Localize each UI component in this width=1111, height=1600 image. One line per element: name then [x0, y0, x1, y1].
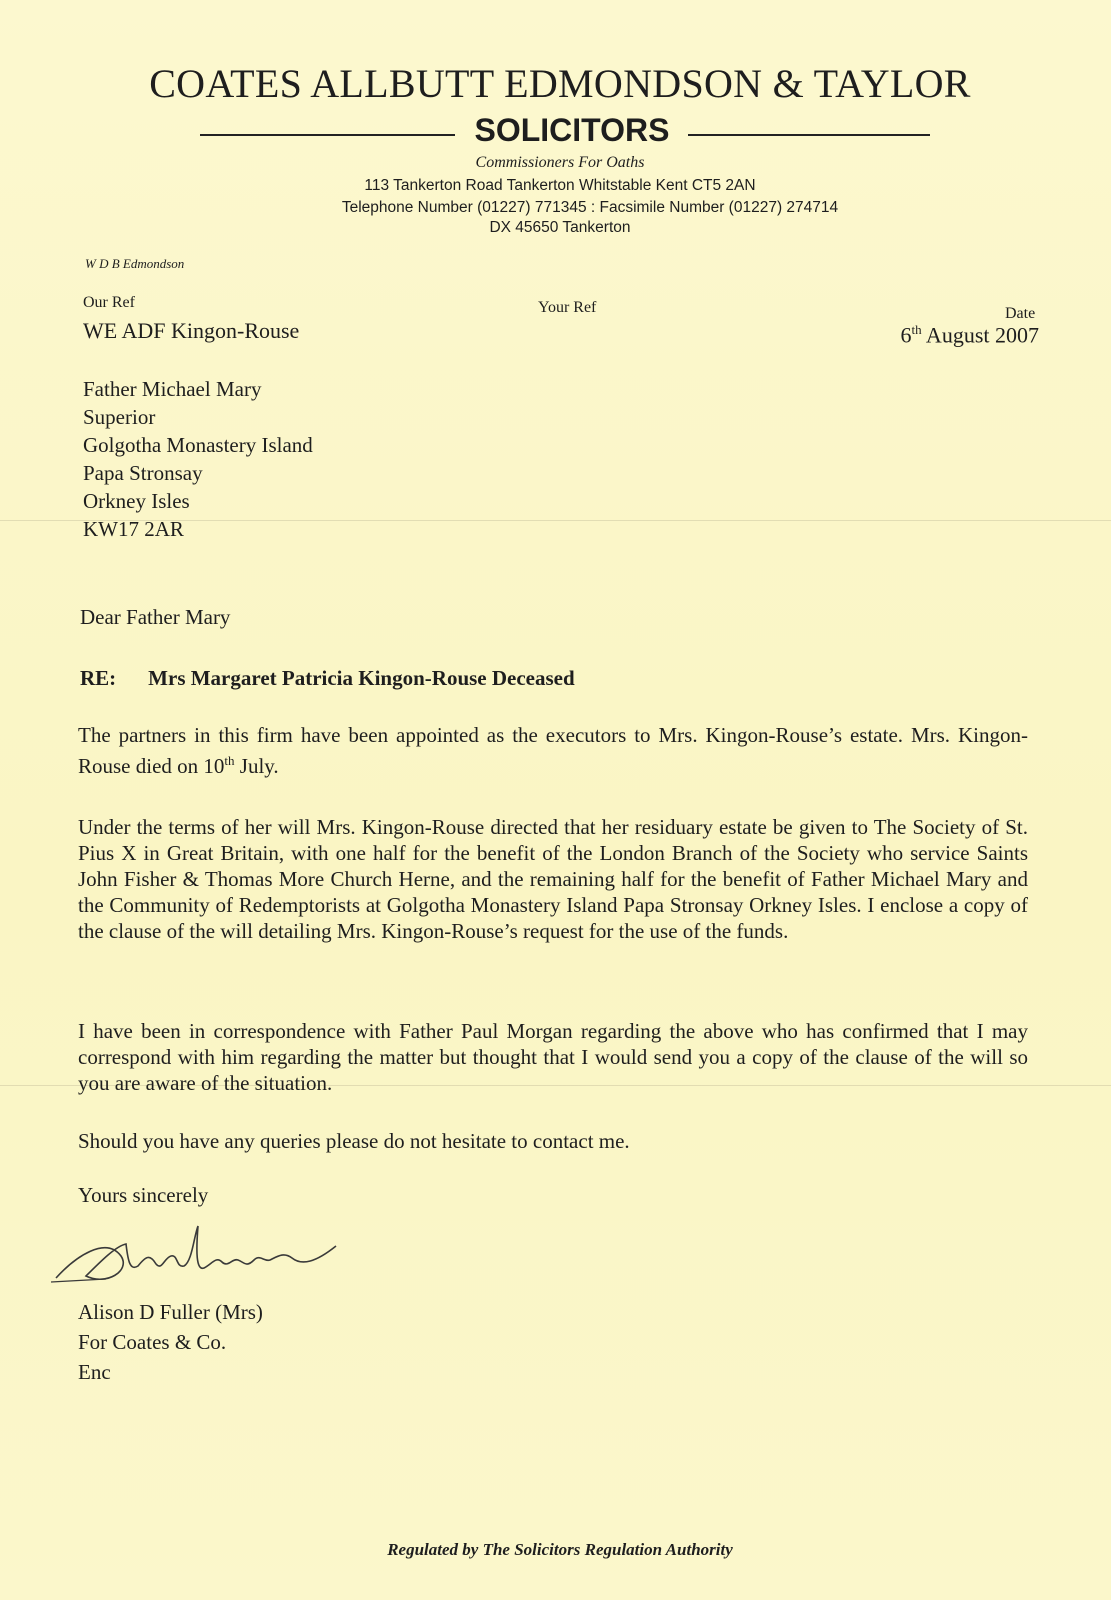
recipient-line: Papa Stronsay	[83, 461, 203, 485]
salutation: Dear Father Mary	[80, 605, 231, 629]
signer-firm: For Coates & Co.	[78, 1330, 227, 1354]
recipient-line: Golgotha Monastery Island	[83, 433, 313, 457]
date-label: Date	[1005, 305, 1036, 322]
partner-name: W D B Edmondson	[85, 256, 185, 271]
closing: Yours sincerely	[78, 1183, 209, 1207]
subject-line	[80, 666, 575, 691]
solicitors-banner	[200, 112, 930, 152]
date-suffix: th	[911, 322, 922, 337]
paragraph-1	[78, 722, 1028, 779]
firm-dx: DX 45650 Tankerton	[489, 219, 631, 236]
re-label: RE:	[80, 666, 117, 690]
firm-name: COATES ALLBUTT EDMONDSON & TAYLOR	[149, 61, 971, 106]
date-rest: August 2007	[921, 322, 1039, 348]
your-ref-label: Your Ref	[538, 299, 597, 316]
rule-left	[200, 134, 455, 136]
our-ref-label: Our Ref	[83, 294, 135, 311]
recipient-address	[83, 375, 313, 543]
recipient-line: Father Michael Mary	[83, 377, 262, 401]
rule-right	[688, 134, 930, 136]
commissioners-line: Commissioners For Oaths	[475, 154, 645, 171]
our-ref-value: WE ADF Kingon-Rouse	[83, 318, 300, 343]
letter-date	[901, 322, 1039, 348]
date-day: 6	[900, 322, 912, 348]
paragraph-3: I have been in correspondence with Father Paul Morgan regarding the above who has confirmed that I may correspond with him regarding the matter but thought that I would send you a copy of the clause of the will so you are aware of the situation.	[78, 1019, 1028, 1095]
re-subject: Mrs Margaret Patricia Kingon-Rouse Deceased	[148, 666, 575, 690]
recipient-line: KW17 2AR	[83, 517, 184, 541]
paragraph-4: Should you have any queries please do not hesitate to contact me.	[78, 1129, 630, 1153]
regulation-footer: Regulated by The Solicitors Regulation Authority	[387, 1540, 733, 1559]
signer-name: Alison D Fuller (Mrs)	[78, 1300, 263, 1324]
paragraph-1-sup: th	[224, 753, 235, 768]
signature-underline	[51, 1279, 106, 1282]
solicitors-title: SOLICITORS	[474, 112, 670, 148]
firm-address: 113 Tankerton Road Tankerton Whitstable Kent CT5 2AN	[364, 177, 756, 194]
recipient-line: Superior	[83, 405, 156, 429]
recipient-line: Orkney Isles	[83, 489, 190, 513]
paragraph-2: Under the terms of her will Mrs. Kingon-Rouse directed that her residuary estate be given to The Society of St. Pius X in Great Britain, with one half for the benefit of the London Branch of the Society who service Saints John Fisher & Thomas More Church Herne, and the remaining half for the benefit of Father Michael Mary and the Community of Redemptorists at Golgotha Monastery Island Papa Stronsay Orkney Isles. I enclose a copy of the clause of the will detailing Mrs. Kingon-Rouse’s request for the use of the funds.	[78, 815, 1028, 943]
paragraph-1-text: The partners in this firm have been appointed as the executors to Mrs. Kingon-Rouse’s estate. Mrs. Kingon-Rouse died on 10	[78, 723, 1028, 778]
signature-stroke	[56, 1226, 336, 1279]
signer-block	[78, 1297, 263, 1387]
enclosure-note: Enc	[78, 1360, 111, 1384]
signature-image	[46, 1216, 406, 1306]
firm-phone-fax: Telephone Number (01227) 771345 : Facsimile Number (01227) 274714	[341, 199, 839, 216]
paragraph-1-end: July.	[234, 754, 279, 778]
